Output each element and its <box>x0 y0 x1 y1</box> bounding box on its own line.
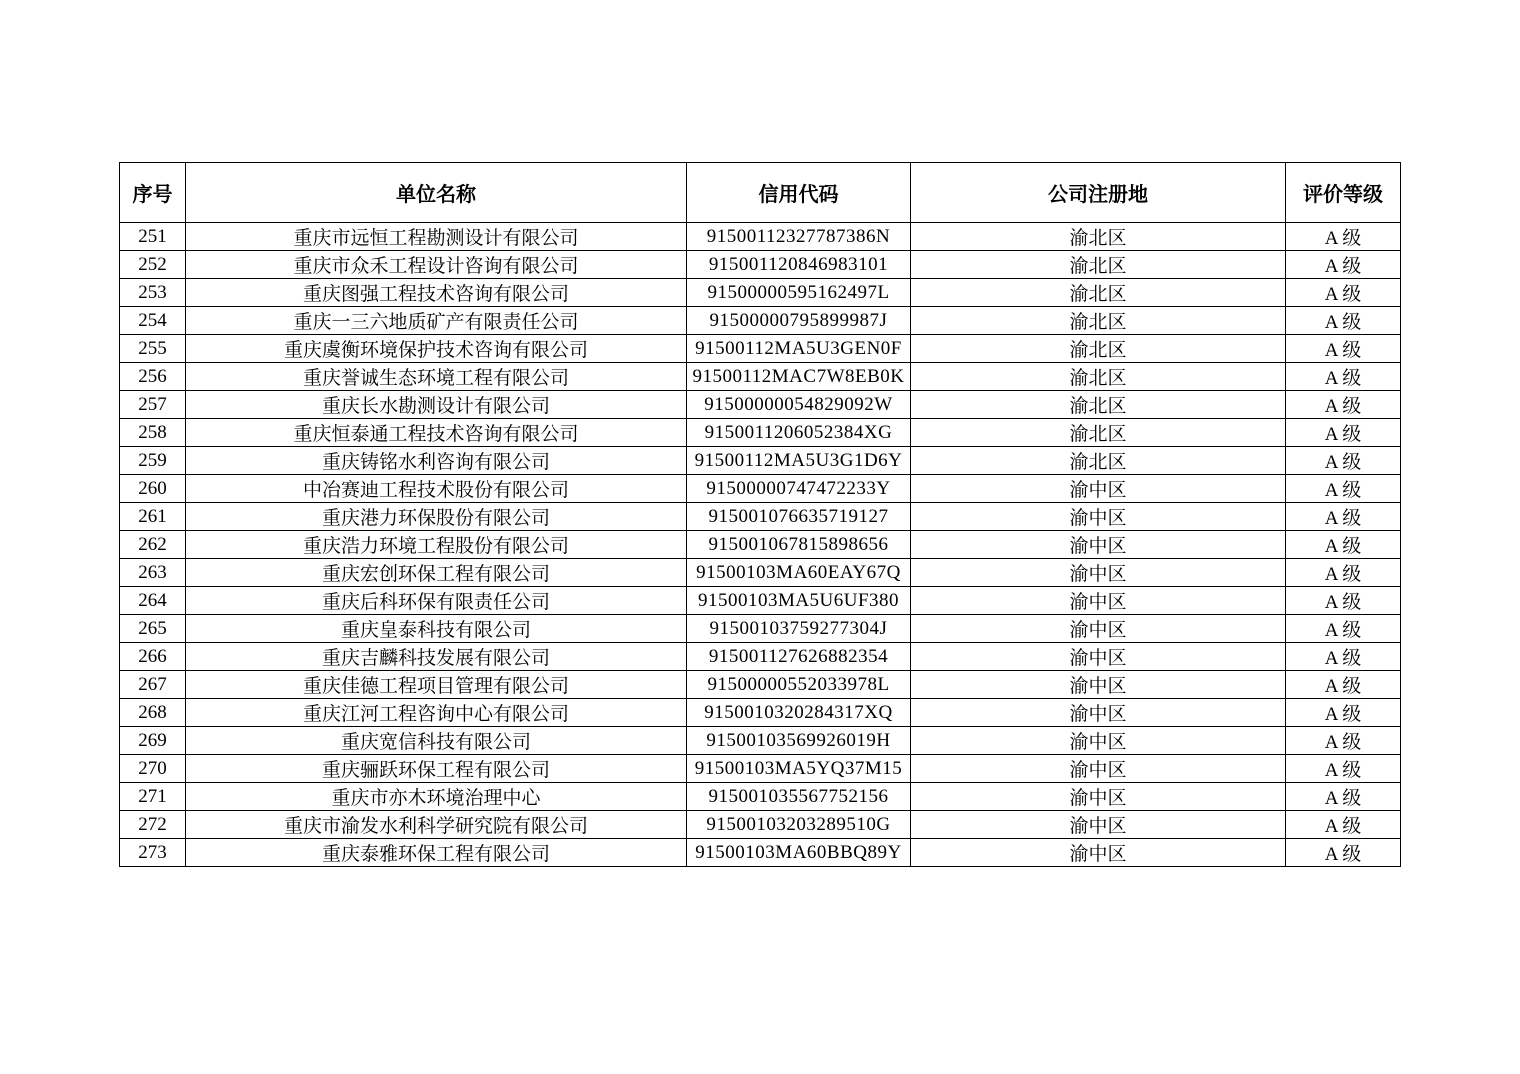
rating-grade-cell: A 级 <box>1286 615 1401 643</box>
credit-code-cell: 915001076635719127 <box>687 503 911 531</box>
company-name-cell: 重庆港力环保股份有限公司 <box>186 503 687 531</box>
seq-cell: 262 <box>120 531 186 559</box>
table-row <box>120 559 1401 587</box>
header-seq: 序号 <box>120 163 186 223</box>
rating-grade-cell: A 级 <box>1286 587 1401 615</box>
table-row <box>120 671 1401 699</box>
company-name-cell: 重庆市远恒工程勘测设计有限公司 <box>186 223 687 251</box>
rating-grade-cell: A 级 <box>1286 391 1401 419</box>
rating-grade-cell: A 级 <box>1286 783 1401 811</box>
table-row <box>120 279 1401 307</box>
seq-cell: 265 <box>120 615 186 643</box>
seq-cell: 251 <box>120 223 186 251</box>
rating-grade-cell: A 级 <box>1286 671 1401 699</box>
header-grade: 评价等级 <box>1286 163 1401 223</box>
credit-code-cell: 915001035567752156 <box>687 783 911 811</box>
table-row <box>120 503 1401 531</box>
table-row <box>120 363 1401 391</box>
table-row <box>120 643 1401 671</box>
table-row <box>120 307 1401 335</box>
company-name-cell: 重庆恒泰通工程技术咨询有限公司 <box>186 419 687 447</box>
company-name-cell: 重庆长水勘测设计有限公司 <box>186 391 687 419</box>
table-row <box>120 727 1401 755</box>
registration-place-cell: 渝北区 <box>911 279 1286 307</box>
seq-cell: 257 <box>120 391 186 419</box>
company-name-cell: 重庆宽信科技有限公司 <box>186 727 687 755</box>
rating-grade-cell: A 级 <box>1286 223 1401 251</box>
header-place: 公司注册地 <box>911 163 1286 223</box>
company-name-cell: 重庆佳德工程项目管理有限公司 <box>186 671 687 699</box>
credit-code-cell: 91500000795899987J <box>687 307 911 335</box>
registration-place-cell: 渝中区 <box>911 643 1286 671</box>
rating-grade-cell: A 级 <box>1286 839 1401 867</box>
table-row <box>120 531 1401 559</box>
registration-place-cell: 渝中区 <box>911 811 1286 839</box>
table-header-row <box>120 163 1401 223</box>
company-name-cell: 重庆市亦木环境治理中心 <box>186 783 687 811</box>
credit-code-cell: 91500103MA5U6UF380 <box>687 587 911 615</box>
rating-grade-cell: A 级 <box>1286 503 1401 531</box>
seq-cell: 266 <box>120 643 186 671</box>
table-row <box>120 811 1401 839</box>
credit-code-cell: 9150010320284317XQ <box>687 699 911 727</box>
company-name-cell: 重庆后科环保有限责任公司 <box>186 587 687 615</box>
rating-grade-cell: A 级 <box>1286 307 1401 335</box>
company-name-cell: 重庆图强工程技术咨询有限公司 <box>186 279 687 307</box>
registration-place-cell: 渝中区 <box>911 671 1286 699</box>
seq-cell: 268 <box>120 699 186 727</box>
company-name-cell: 重庆铸铭水利咨询有限公司 <box>186 447 687 475</box>
registration-place-cell: 渝中区 <box>911 615 1286 643</box>
rating-grade-cell: A 级 <box>1286 531 1401 559</box>
registration-place-cell: 渝中区 <box>911 755 1286 783</box>
table-row <box>120 419 1401 447</box>
credit-code-cell: 9150011206052384XG <box>687 419 911 447</box>
seq-cell: 256 <box>120 363 186 391</box>
seq-cell: 254 <box>120 307 186 335</box>
registration-place-cell: 渝北区 <box>911 363 1286 391</box>
rating-grade-cell: A 级 <box>1286 643 1401 671</box>
rating-grade-cell: A 级 <box>1286 251 1401 279</box>
rating-grade-cell: A 级 <box>1286 363 1401 391</box>
table-row <box>120 475 1401 503</box>
credit-code-cell: 91500103759277304J <box>687 615 911 643</box>
registration-place-cell: 渝北区 <box>911 419 1286 447</box>
registration-place-cell: 渝北区 <box>911 251 1286 279</box>
credit-code-cell: 91500112MA5U3G1D6Y <box>687 447 911 475</box>
company-name-cell: 重庆骊跃环保工程有限公司 <box>186 755 687 783</box>
credit-code-cell: 91500000552033978L <box>687 671 911 699</box>
company-name-cell: 重庆泰雅环保工程有限公司 <box>186 839 687 867</box>
credit-code-cell: 91500103MA60EAY67Q <box>687 559 911 587</box>
company-rating-table <box>119 162 1401 867</box>
company-name-cell: 重庆浩力环境工程股份有限公司 <box>186 531 687 559</box>
company-name-cell: 重庆誉诚生态环境工程有限公司 <box>186 363 687 391</box>
credit-code-cell: 91500000595162497L <box>687 279 911 307</box>
company-name-cell: 重庆市众禾工程设计咨询有限公司 <box>186 251 687 279</box>
registration-place-cell: 渝北区 <box>911 447 1286 475</box>
registration-place-cell: 渝中区 <box>911 699 1286 727</box>
company-name-cell: 重庆江河工程咨询中心有限公司 <box>186 699 687 727</box>
registration-place-cell: 渝北区 <box>911 223 1286 251</box>
registration-place-cell: 渝北区 <box>911 391 1286 419</box>
seq-cell: 270 <box>120 755 186 783</box>
credit-code-cell: 915001127626882354 <box>687 643 911 671</box>
seq-cell: 269 <box>120 727 186 755</box>
registration-place-cell: 渝中区 <box>911 531 1286 559</box>
rating-grade-cell: A 级 <box>1286 755 1401 783</box>
seq-cell: 271 <box>120 783 186 811</box>
registration-place-cell: 渝北区 <box>911 335 1286 363</box>
credit-code-cell: 91500103MA60BBQ89Y <box>687 839 911 867</box>
seq-cell: 267 <box>120 671 186 699</box>
company-name-cell: 重庆吉麟科技发展有限公司 <box>186 643 687 671</box>
seq-cell: 264 <box>120 587 186 615</box>
seq-cell: 252 <box>120 251 186 279</box>
rating-grade-cell: A 级 <box>1286 727 1401 755</box>
credit-code-cell: 91500103569926019H <box>687 727 911 755</box>
registration-place-cell: 渝中区 <box>911 559 1286 587</box>
table-row <box>120 839 1401 867</box>
table-row <box>120 251 1401 279</box>
seq-cell: 253 <box>120 279 186 307</box>
header-name: 单位名称 <box>186 163 687 223</box>
company-name-cell: 重庆宏创环保工程有限公司 <box>186 559 687 587</box>
company-name-cell: 重庆一三六地质矿产有限责任公司 <box>186 307 687 335</box>
registration-place-cell: 渝中区 <box>911 783 1286 811</box>
seq-cell: 263 <box>120 559 186 587</box>
company-name-cell: 重庆皇泰科技有限公司 <box>186 615 687 643</box>
credit-code-cell: 91500112MAC7W8EB0K <box>687 363 911 391</box>
registration-place-cell: 渝中区 <box>911 727 1286 755</box>
rating-grade-cell: A 级 <box>1286 419 1401 447</box>
credit-code-cell: 91500000054829092W <box>687 391 911 419</box>
credit-code-cell: 91500112MA5U3GEN0F <box>687 335 911 363</box>
rating-grade-cell: A 级 <box>1286 699 1401 727</box>
company-name-cell: 重庆市渝发水利科学研究院有限公司 <box>186 811 687 839</box>
rating-grade-cell: A 级 <box>1286 335 1401 363</box>
registration-place-cell: 渝中区 <box>911 475 1286 503</box>
credit-code-cell: 91500103203289510G <box>687 811 911 839</box>
table-row <box>120 783 1401 811</box>
table-row <box>120 223 1401 251</box>
credit-code-cell: 915001120846983101 <box>687 251 911 279</box>
table-row <box>120 447 1401 475</box>
seq-cell: 260 <box>120 475 186 503</box>
credit-code-cell: 91500103MA5YQ37M15 <box>687 755 911 783</box>
table-row <box>120 699 1401 727</box>
registration-place-cell: 渝中区 <box>911 839 1286 867</box>
table-row <box>120 755 1401 783</box>
table-row <box>120 615 1401 643</box>
seq-cell: 258 <box>120 419 186 447</box>
registration-place-cell: 渝北区 <box>911 307 1286 335</box>
credit-code-cell: 91500000747472233Y <box>687 475 911 503</box>
table-row <box>120 587 1401 615</box>
registration-place-cell: 渝中区 <box>911 503 1286 531</box>
seq-cell: 261 <box>120 503 186 531</box>
company-name-cell: 重庆虞衡环境保护技术咨询有限公司 <box>186 335 687 363</box>
table-row <box>120 335 1401 363</box>
company-name-cell: 中冶赛迪工程技术股份有限公司 <box>186 475 687 503</box>
rating-grade-cell: A 级 <box>1286 811 1401 839</box>
rating-grade-cell: A 级 <box>1286 447 1401 475</box>
rating-grade-cell: A 级 <box>1286 279 1401 307</box>
registration-place-cell: 渝中区 <box>911 587 1286 615</box>
header-code: 信用代码 <box>687 163 911 223</box>
seq-cell: 272 <box>120 811 186 839</box>
seq-cell: 255 <box>120 335 186 363</box>
rating-grade-cell: A 级 <box>1286 559 1401 587</box>
seq-cell: 273 <box>120 839 186 867</box>
credit-code-cell: 91500112327787386N <box>687 223 911 251</box>
seq-cell: 259 <box>120 447 186 475</box>
table-row <box>120 391 1401 419</box>
credit-code-cell: 915001067815898656 <box>687 531 911 559</box>
rating-grade-cell: A 级 <box>1286 475 1401 503</box>
